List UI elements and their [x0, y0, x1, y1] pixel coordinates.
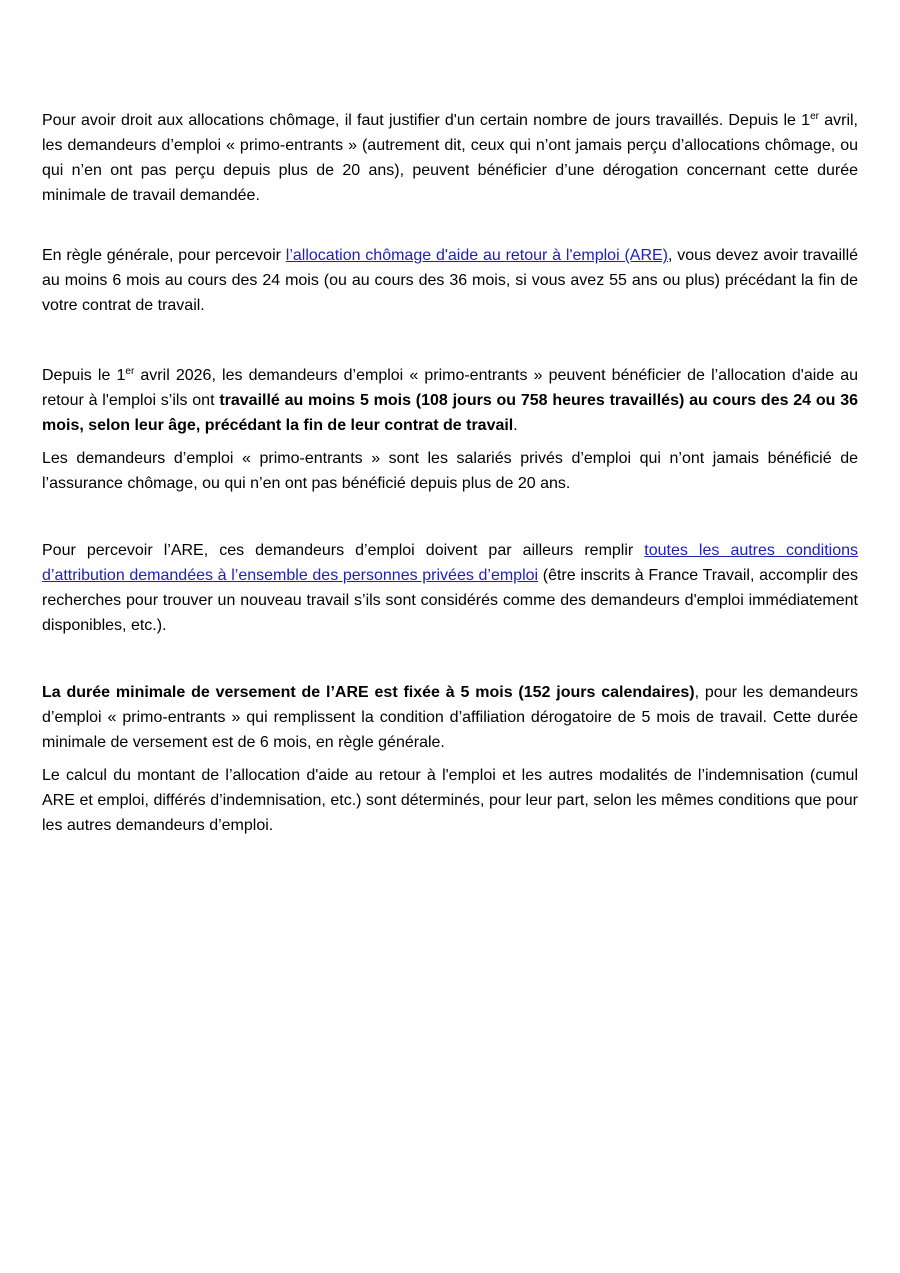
- emphasis-duree-minimale: La durée minimale de versement de l’ARE est fixée à 5 mois (152 jours calendaires): [42, 684, 695, 701]
- text-run: En règle générale, pour percevoir: [42, 247, 286, 264]
- link-allocation-are[interactable]: l’allocation chômage d'aide au retour à l'emploi (ARE): [285, 247, 669, 264]
- link-conditions-attribution[interactable]: toutes les autres conditions d’attribution demandées à l’ensemble des personnes privées d’emploi: [42, 542, 859, 584]
- paragraph-duree-versement: [42, 680, 858, 755]
- paragraph-calcul-montant: [42, 763, 858, 838]
- text-run: avril, les demandeurs d’emploi « primo-entrants » (autrement dit, ceux qui n’ont jamais perçu d’allocations chômage, ou qui n’en ont pas perçu depuis plus de 20 ans), peuvent bénéficier d’une dérogation concernant cette durée minimale de travail demandée.: [42, 112, 859, 204]
- text-run: avril 2026, les demandeurs d’emploi « primo-entrants » peuvent bénéficier de l’allocation d'aide au retour à l'emploi s’ils ont: [42, 367, 859, 409]
- text-run: Pour avoir droit aux allocations chômage, il faut justifier d'un certain nombre de jours travaillés. Depuis le 1: [42, 112, 811, 129]
- text-run: .: [513, 417, 518, 434]
- paragraph-autres-conditions: [42, 538, 858, 638]
- text-run: Les demandeurs d’emploi « primo-entrants » sont les salariés privés d’emploi qui n’ont jamais bénéficié de l’assurance chômage, ou qui n’en ont pas bénéficié depuis plus de 20 ans.: [42, 450, 858, 492]
- text-run: , pour les demandeurs d’emploi « primo-entrants » qui remplissent la condition d’affiliation dérogatoire de 5 mois de travail. Cette durée minimale de versement est de 6 mois, en règle générale.: [42, 684, 858, 751]
- text-run: Depuis le 1: [42, 367, 126, 384]
- paragraph-regle-generale: [42, 243, 858, 318]
- document-body: [42, 108, 858, 850]
- ordinal-superscript: er: [125, 366, 135, 377]
- paragraph-definition-primo-entrants: [42, 446, 858, 496]
- emphasis-condition-5-mois: travaillé au moins 5 mois (108 jours ou 758 heures travaillés) au cours des 24 ou 36 mois, selon leur âge, précédant la fin de leur contrat de travail: [42, 392, 859, 434]
- text-run: Pour percevoir l’ARE, ces demandeurs d’emploi doivent par ailleurs remplir: [42, 542, 645, 559]
- paragraph-intro: [42, 108, 858, 208]
- ordinal-superscript: er: [810, 111, 819, 122]
- text-run: , vous devez avoir travaillé au moins 6 mois au cours des 24 mois (ou au cours des 36 mois, si vous avez 55 ans ou plus) précédant la fin de votre contrat de travail.: [42, 247, 859, 314]
- text-run: (être inscrits à France Travail, accomplir des recherches pour trouver un nouveau travail s’ils sont considérés comme des demandeurs d'emploi immédiatement disponibles, etc.).: [42, 567, 858, 634]
- text-run: Le calcul du montant de l’allocation d'aide au retour à l'emploi et les autres modalités de l’indemnisation (cumul ARE et emploi, différés d’indemnisation, etc.) sont déterminés, pour leur part, selon les mêmes conditions que pour les autres demandeurs d’emploi.: [42, 767, 858, 834]
- paragraph-derogation-2026: [42, 363, 858, 438]
